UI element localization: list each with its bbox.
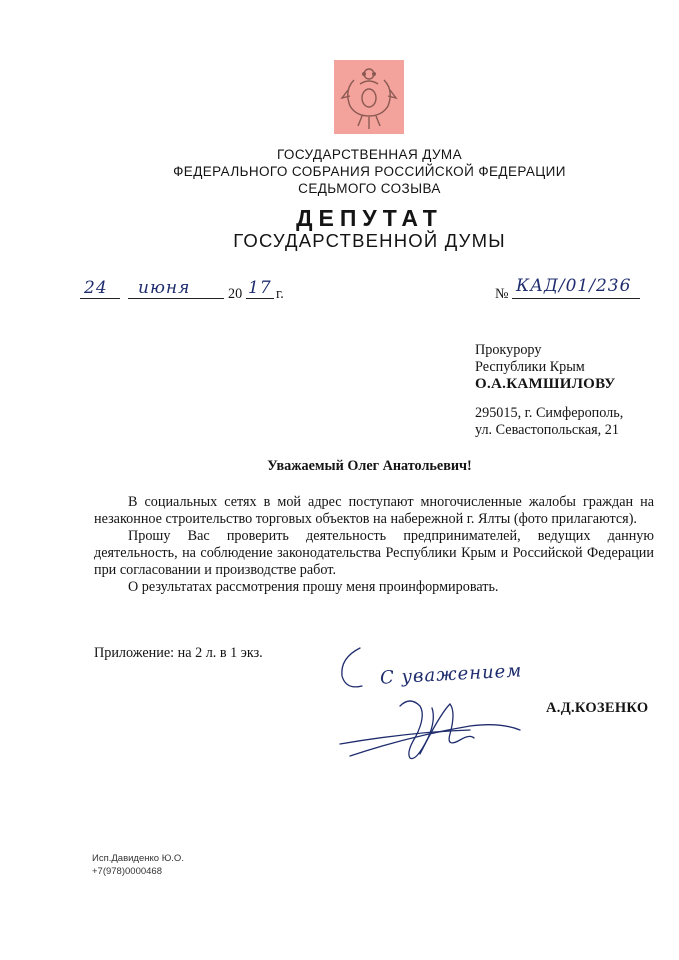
letter-body <box>94 494 654 596</box>
executor-phone: +7(978)0000468 <box>92 866 162 877</box>
signature-icon <box>330 636 540 776</box>
date-month: июня <box>138 278 191 298</box>
salutation: Уважаемый Олег Анатольевич! <box>267 458 472 474</box>
addressee-line-1: Прокурору <box>475 342 542 358</box>
attachment-note: Приложение: на 2 л. в 1 экз. <box>94 645 263 661</box>
addressee-address-2: ул. Севастопольская, 21 <box>475 422 619 438</box>
date-day: 24 <box>84 278 108 298</box>
document-subtitle: ГОСУДАРСТВЕННОЙ ДУМЫ <box>233 230 506 251</box>
number-underline <box>512 298 640 299</box>
date-year-underline <box>246 298 274 299</box>
date-year-mark: г. <box>276 286 284 302</box>
date-year-prefix: 20 <box>228 286 243 302</box>
document-title: ДЕПУТАТ <box>296 205 443 231</box>
org-line-1: ГОСУДАРСТВЕННАЯ ДУМА <box>276 147 462 162</box>
body-paragraph-3: О результатах рассмотрения прошу меня проинформировать. <box>128 579 499 595</box>
addressee-address-1: 295015, г. Симферополь, <box>475 405 624 421</box>
document-number: КАД/01/236 <box>516 276 632 296</box>
date-year-suffix: 17 <box>248 278 272 298</box>
signer-name: А.Д.КОЗЕНКО <box>546 700 649 716</box>
date-day-underline <box>80 298 120 299</box>
handwritten-note: С уважением <box>379 660 523 689</box>
body-paragraph-1: В социальных сетях в мой адрес поступают многочисленные жалобы граждан на незаконное строительство торговых объектов на набережной г. Ялты (фото прилагаются). <box>94 494 654 527</box>
addressee-line-2: Республики Крым <box>475 359 585 375</box>
date-month-underline <box>128 298 224 299</box>
state-emblem-icon <box>334 60 404 134</box>
org-line-2: ФЕДЕРАЛЬНОГО СОБРАНИЯ РОССИЙСКОЙ ФЕДЕРАЦИИ <box>173 164 566 179</box>
number-sign: № <box>495 286 509 302</box>
executor-name: Исп.Давиденко Ю.О. <box>92 853 184 864</box>
body-paragraph-2: Прошу Вас проверить деятельность предпринимателей, ведущих данную деятельность, на соблюдение законодательства Республики Крым и Российской Федерации при согласовании и производстве работ. <box>94 528 654 578</box>
org-line-3: СЕДЬМОГО СОЗЫВА <box>298 181 441 196</box>
addressee-name: О.А.КАМШИЛОВУ <box>475 376 616 392</box>
